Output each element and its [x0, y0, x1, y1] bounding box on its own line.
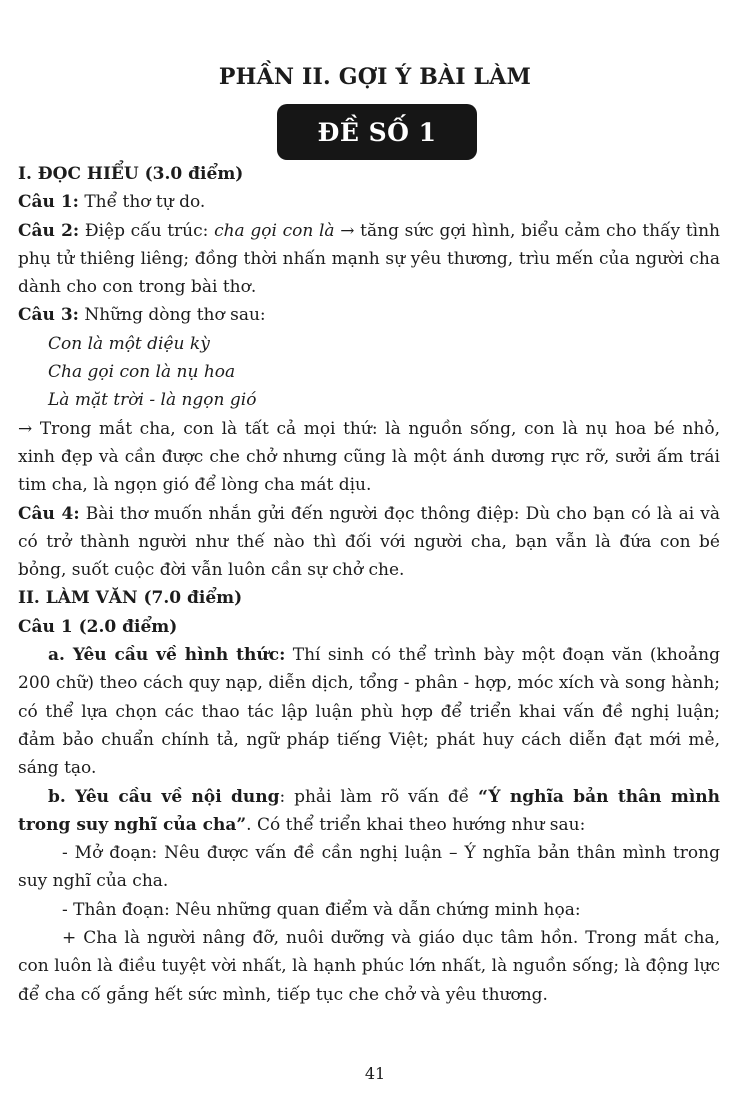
- body-detail-point: + Cha là người nâng đỡ, nuôi dưỡng và giáo dục tâm hồn. Trong mắt cha, con luôn là điều tuyệt vời nhất, là hạnh phúc lớn nhất, là nguồn sống; là động lực để cha cố gắng hết sức mình, tiếp tục che chở và yêu thương.: [18, 928, 720, 1005]
- requirement-text: : phải làm rõ vấn đề: [279, 786, 479, 807]
- content-requirement: [18, 783, 720, 840]
- question-label: Câu 4:: [18, 503, 80, 524]
- answer-content: [18, 160, 720, 1009]
- question-label: Câu 2:: [18, 220, 80, 241]
- requirement-text: Thí sinh có thể trình bày một đoạn văn (khoảng 200 chữ) theo cách quy nạp, diễn dịch, tổng - phân - hợp, móc xích và song hành; có thể lựa chọn các thao tác lập luận phù hợp để triển khai vấn đề nghị luận; đảm bảo chuẩn chính tả, ngữ pháp tiếng Việt; phát huy cách diễn đạt mới mẻ, sáng tạo.: [18, 645, 720, 779]
- section-writing-heading: II. LÀM VĂN (7.0 điểm): [18, 588, 243, 609]
- requirement-label: a. Yêu cầu về hình thức:: [48, 645, 286, 666]
- question-label: Câu 1:: [18, 192, 79, 213]
- question-label: Câu 3:: [18, 305, 79, 326]
- question-text: Những dòng thơ sau:: [78, 305, 266, 326]
- requirement-quote: “Ý nghĩa bản thân mình trong suy nghĩ của cha”: [18, 786, 721, 835]
- part-title: PHẦN II. GỢI Ý BÀI LÀM: [218, 64, 532, 90]
- opening-paragraph-point: - Mở đoạn: Nêu được vấn đề cần nghị luận – Ý nghĩa bản thân mình trong suy nghĩ của cha.: [18, 843, 720, 892]
- section-reading-heading: I. ĐỌC HIỂU (3.0 điểm): [18, 164, 244, 184]
- poem-line: Con là một diệu kỳ: [48, 333, 210, 354]
- requirement-label: b. Yêu cầu về nội dung: [48, 786, 280, 807]
- question-3-explanation: → Trong mắt cha, con là tất cả mọi thứ: là nguồn sống, con là nụ hoa bé nhỏ, xinh đẹp và cần được che chở nhưng cũng là một ánh dương rực rỡ, sưởi ấm trái tim cha, là ngọn gió để lòng cha mát dịu.: [18, 418, 720, 496]
- body-paragraph-point: - Thân đoạn: Nêu những quan điểm và dẫn chứng minh họa:: [62, 899, 581, 920]
- poem-line: Là mặt trời - là ngọn gió: [48, 390, 257, 411]
- question-1: [18, 188, 720, 216]
- exam-number-label: ĐỀ SỐ 1: [317, 117, 437, 147]
- question-italic-phrase: cha gọi con là: [214, 220, 335, 241]
- page-number: 41: [364, 1064, 386, 1083]
- form-requirement: [18, 641, 720, 782]
- exam-number-banner: [277, 104, 477, 160]
- question-text: Điệp cấu trúc:: [79, 220, 215, 241]
- poem-line: Cha gọi con là nụ hoa: [48, 362, 236, 383]
- question-2: [18, 217, 720, 302]
- question-4: [18, 500, 720, 585]
- question-text: Bài thơ muốn nhắn gửi đến người đọc thông điệp: Dù cho bạn có là ai và có trở thành người như thế nào thì đối với người cha, bạn vẫn là đứa con bé bỏng, suốt cuộc đời vẫn luôn cần sự chở che.: [18, 503, 721, 581]
- question-text: Thể thơ tự do.: [78, 192, 206, 213]
- requirement-text: . Có thể triển khai theo hướng như sau:: [246, 814, 586, 835]
- writing-question-1-heading: Câu 1 (2.0 điểm): [18, 616, 178, 637]
- question-text: → tăng sức gợi hình, biểu cảm cho thấy tình phụ tử thiêng liêng; đồng thời nhấn mạnh sự yêu thương, trìu mến của người cha dành cho con trong bài thơ.: [18, 220, 720, 298]
- question-3: [18, 301, 720, 329]
